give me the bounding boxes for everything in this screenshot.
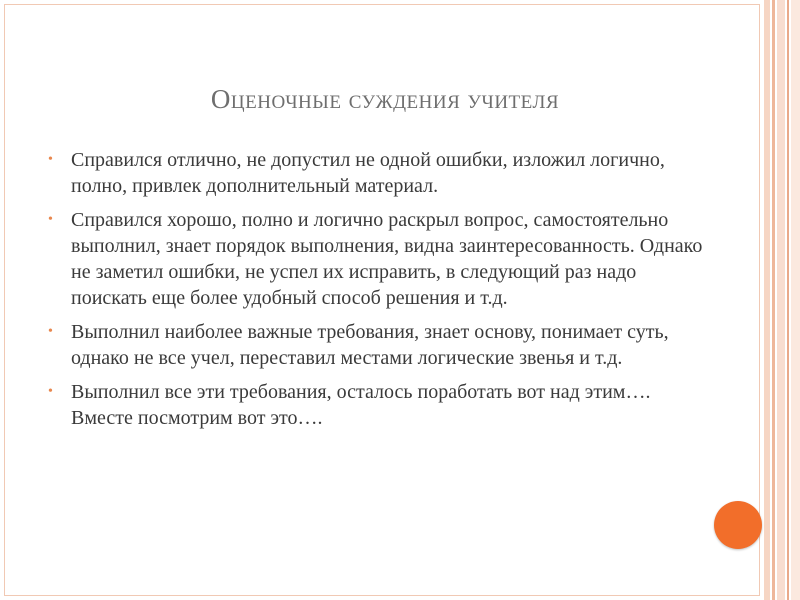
bullet-text: Справился отлично, не допустил не одной ошибки, изложил логично, полно, привлек дополнительный материал.: [71, 149, 665, 197]
bullet-list: [48, 147, 708, 439]
side-stripe: [791, 0, 800, 600]
side-stripe: [772, 0, 775, 600]
bullet-text: Выполнил все эти требования, осталось поработать вот над этим…. Вместе посмотрим вот это….: [71, 381, 651, 429]
side-stripe: [777, 0, 785, 600]
bullet-item: [48, 319, 708, 371]
bullet-text: Выполнил наиболее важные требования, знает основу, понимает суть, однако не все учел, переставил местами логические звенья и т.д.: [71, 321, 669, 369]
bullet-item: [48, 207, 708, 311]
bullet-item: [48, 379, 708, 431]
bullet-dot-icon: •: [48, 212, 53, 227]
side-stripe: [787, 0, 789, 600]
bullet-text: Справился хорошо, полно и логично раскрыл вопрос, самостоятельно выполнил, знает порядок выполнения, видна заинтересованность. Однако не заметил ошибки, не успел их исправить, в следующий раз надо поискать еще более удобный способ решения и т.д.: [71, 209, 703, 309]
bullet-dot-icon: •: [48, 384, 53, 399]
orange-circle-decoration: [714, 501, 762, 549]
bullet-dot-icon: •: [48, 324, 53, 339]
bullet-item: [48, 147, 708, 199]
bullet-dot-icon: •: [48, 152, 53, 167]
side-stripe: [764, 0, 770, 600]
slide-title: Оценочные суждения учителя: [210, 84, 560, 114]
